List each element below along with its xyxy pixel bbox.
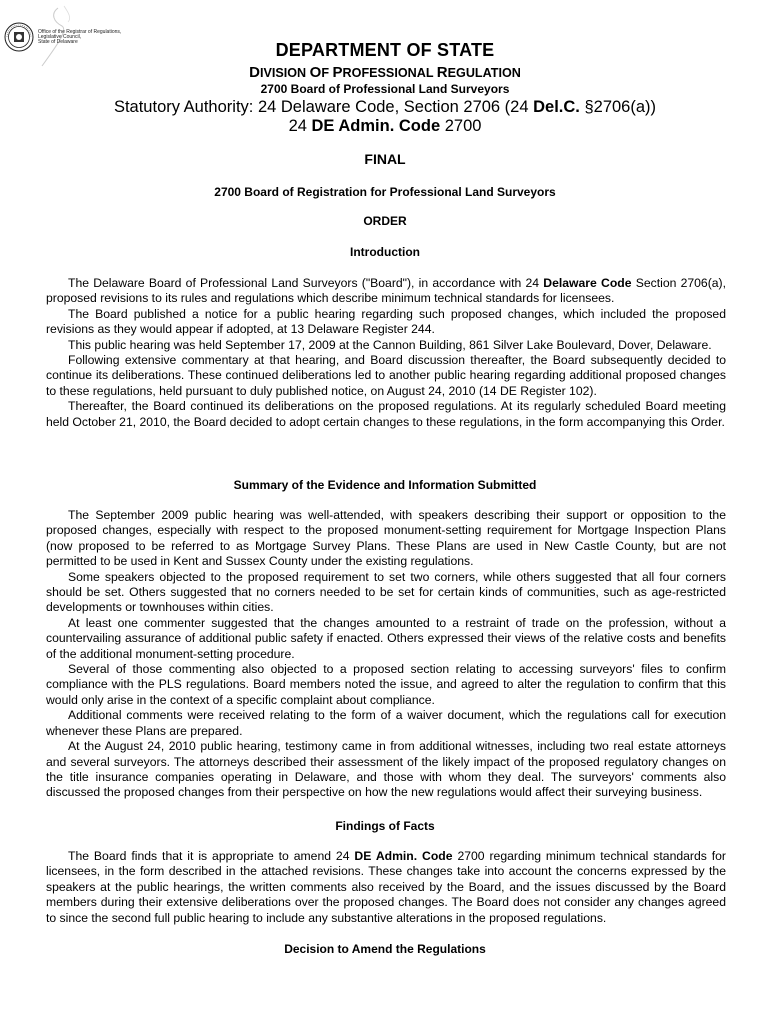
office-line: State of Delaware [38,39,78,46]
intro-paragraph-1 [46,276,726,307]
admin-suffix: 2700 [440,117,482,135]
findings-p1-bold: DE Admin. Code [354,849,453,863]
admin-bold: DE Admin. Code [311,117,441,135]
department-title: DEPARTMENT OF STATE [275,40,495,60]
findings-p1-text-c: 2700 regarding minimum technical standards for licensees, in the form described in the attached revisions. These changes take into account the concerns expressed by the speakers at the public hearings, the written comments also received by the Board, and the issues discussed by the Board members during their extensive deliberations over the proposed changes. The Board does not consider any changes agreed to since the second full public hearing to include any substantive alterations in the proposed regulations. [46,849,726,925]
intro-p1-text-c: Section 2706(a), proposed revisions to its rules and regulations which describe minimum technical standards for licensees. [46,276,726,306]
summary-paragraph-6: At the August 24, 2010 public hearing, testimony came in from additional witnesses, including two real estate attorneys and several surveyors. The attorneys described their assessment of the likely impact of the proposed regulatory changes on the title insurance companies operating in Delaware, and those with whom they deal. The surveyors' comments also discussed the proposed changes from their perspective on how the new regulations would affect their surveying business. [46,739,726,800]
intro-paragraph-4: Following extensive commentary at that hearing, and Board discussion thereafter, the Board subsequently decided to continue its deliberations. These continued deliberations led to another public hearing regarding additional proposed changes to these regulations, held pursuant to duly published notice, on August 24, 2010 (14 DE Register 102). [46,353,726,398]
admin-prefix: 24 [288,117,312,135]
authority-bold: Del.C. [533,98,580,116]
introduction-heading: Introduction [350,245,420,259]
board-title: 2700 Board of Professional Land Surveyors [260,82,510,96]
intro-p1-bold: Delaware Code [543,276,632,290]
summary-heading: Summary of the Evidence and Information Submitted [233,478,537,492]
order-label: ORDER [363,214,407,228]
office-line: Legislative Council, [38,34,82,41]
summary-paragraph-2: Some speakers objected to the proposed requirement to set two corners, while others suggested that all four corners should be set. Others suggested that no corners needed to be set for certain kinds of communities, such as age-restricted developments or townhouses within cities. [46,569,726,615]
intro-paragraph-5: Thereafter, the Board continued its deliberations on the proposed regulations. At its regularly scheduled Board meeting held October 21, 2010, the Board decided to adopt certain changes to these regulations, in the form accompanying this Order. [46,399,726,429]
intro-p1-text-a: The Delaware Board of Professional Land Surveyors ("Board"), in accordance with 24 [68,276,544,290]
findings-heading: Findings of Facts [335,819,435,833]
final-label: FINAL [364,151,406,167]
decision-heading: Decision to Amend the Regulations [284,942,486,956]
admin-code [0,117,770,136]
division-text: DIVISION OF PROFESSIONAL REGULATION [249,64,521,81]
authority-prefix: Statutory Authority: 24 Delaware Code, Section 2706 (24 [113,98,534,116]
findings-section [46,849,726,926]
summary-paragraph-3: At least one commenter suggested that the changes amounted to a restraint of trade on the profession, without a countervailing assurance of additional public safety if enacted. Others expressed their views of the relative costs and benefits of the additional monument-setting procedure. [46,615,726,661]
summary-paragraph-1: The September 2009 public hearing was well-attended, with speakers describing their support or opposition to the proposed changes, especially with respect to the proposed monument-setting requirement for Mortgage Inspection Plans (now proposed to be referred to as Mortgage Survey Plans. These Plans are used in New Castle County, but are not permitted to be used in Kent and Sussex County under the existing regulations. [46,508,726,569]
intro-paragraph-3: This public hearing was held September 17, 2009 at the Cannon Building, 861 Silver Lake Boulevard, Dover, Delaware. [68,337,712,352]
office-line: Office of the Registrar of Regulations, [38,29,122,35]
findings-paragraph-1 [46,849,726,926]
document-title: 2700 Board of Registration for Professional Land Surveyors [214,185,556,199]
summary-paragraph-5: Additional comments were received relating to the form of a waiver document, which the regulations call for execution whenever these Plans are prepared. [46,708,726,738]
findings-p1-text-a: The Board finds that it is appropriate to amend 24 [68,849,355,863]
authority-suffix: §2706(a)) [579,98,657,116]
intro-paragraph-2: The Board published a notice for a public hearing regarding such proposed changes, which included the proposed revisions as they would appear if adopted, at 13 Delaware Register 244. [46,306,726,337]
summary-paragraph-4: Several of those commenting also objected to a proposed section relating to accessing surveyors' files to confirm compliance with the PLS regulations. Board members noted the issue, and agreed to alter the regulation to confirm that this would only arise in the context of a specific complaint about compliance. [46,662,726,707]
summary-section [46,508,726,801]
division-title [0,64,770,81]
statutory-authority [0,98,770,117]
introduction-section [46,276,726,430]
